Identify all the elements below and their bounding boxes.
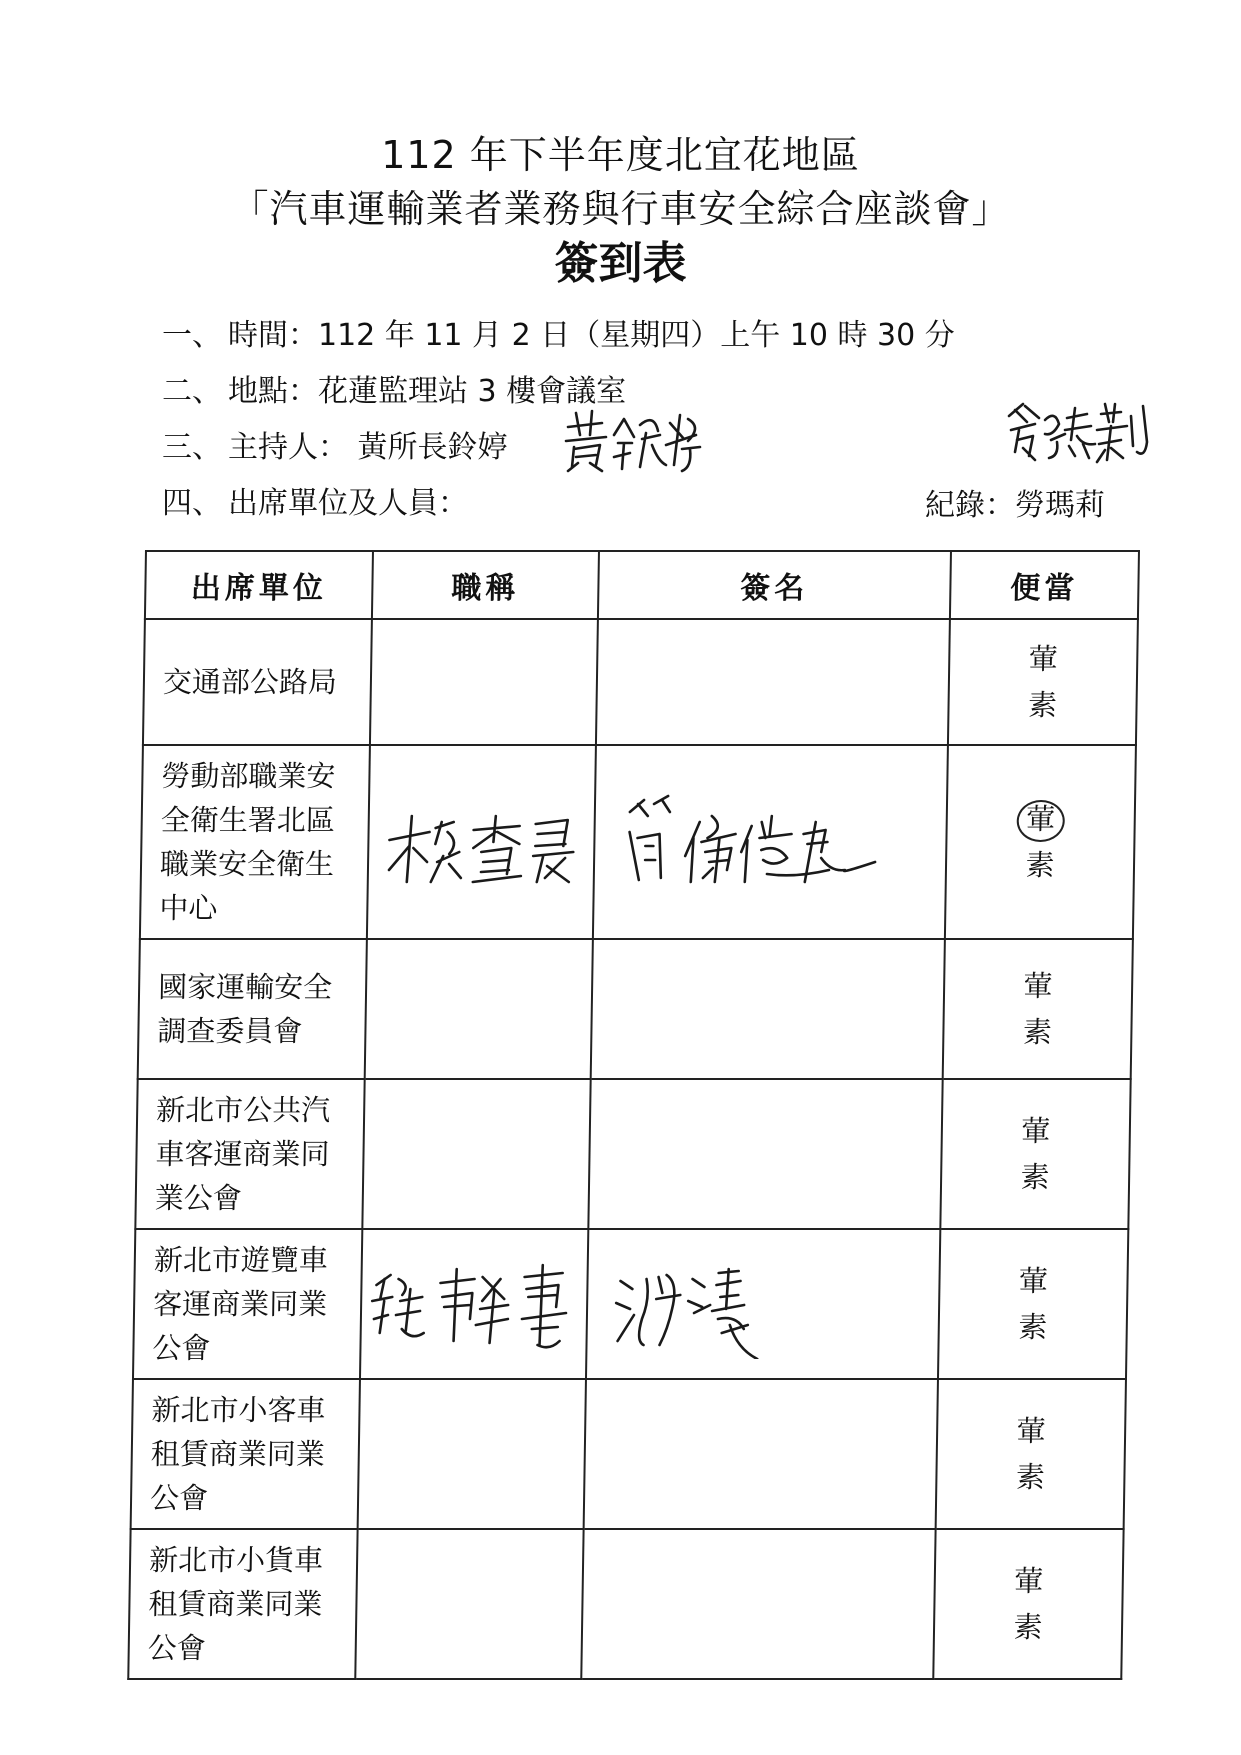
handwritten-signature	[594, 782, 936, 902]
unit-cell: 新北市遊覽車客運商業同業公會	[133, 1229, 362, 1379]
meal-veg-option[interactable]: 素	[1025, 848, 1055, 882]
info-location	[162, 372, 626, 412]
meal-meat-label: 葷	[1025, 802, 1056, 836]
signature-cell[interactable]	[584, 1379, 938, 1529]
job-title-cell[interactable]	[355, 1529, 583, 1679]
meal-meat-option[interactable]: 葷	[1028, 642, 1059, 676]
table-row	[140, 745, 1136, 939]
info-time	[162, 316, 955, 356]
unit-cell: 交通部公路局	[143, 619, 372, 745]
signature-cell[interactable]	[593, 745, 948, 939]
unit-cell: 新北市公共汽車客運商業同業公會	[135, 1079, 364, 1229]
table-row	[133, 1229, 1128, 1379]
meal-cell[interactable]	[933, 1529, 1123, 1679]
job-title-cell[interactable]	[367, 745, 596, 939]
meal-cell[interactable]	[936, 1379, 1126, 1529]
unit-cell: 國家運輸安全調查委員會	[138, 939, 367, 1079]
handwritten-job-title	[361, 1249, 583, 1359]
table-header-row	[145, 551, 1139, 619]
signature-cell[interactable]	[591, 939, 945, 1079]
meal-meat-option[interactable]	[947, 796, 1134, 842]
meal-veg-option[interactable]: 素	[1020, 1160, 1050, 1194]
unit-cell: 勞動部職業安全衛生署北區職業安全衛生中心	[140, 745, 370, 939]
meal-meat-option[interactable]: 葷	[1018, 1264, 1049, 1298]
unit-cell: 新北市小客車租賃商業同業公會	[131, 1379, 360, 1529]
meal-veg-option[interactable]: 素	[1022, 1015, 1053, 1049]
meal-cell[interactable]	[940, 1079, 1130, 1229]
header-unit: 出席單位	[145, 551, 373, 619]
info-text: 地點：花蓮監理站 3 樓會議室	[228, 374, 627, 409]
meal-cell[interactable]	[938, 1229, 1128, 1379]
table-row	[138, 939, 1133, 1079]
meal-veg-option[interactable]: 素	[1017, 1310, 1048, 1344]
handwritten-job-title	[368, 782, 590, 902]
meal-meat-option[interactable]: 葷	[1021, 1114, 1051, 1148]
signature-cell[interactable]	[596, 619, 950, 745]
meal-meat-option[interactable]: 葷	[1023, 969, 1053, 1003]
meal-veg-option[interactable]: 素	[1013, 1610, 1043, 1644]
meal-veg-option[interactable]: 素	[1015, 1460, 1046, 1494]
info-number: 一、	[162, 318, 222, 353]
job-title-cell[interactable]	[362, 1079, 590, 1229]
sign-in-table	[127, 550, 1140, 1680]
signature-cell[interactable]	[588, 1079, 942, 1229]
header-title: 職稱	[372, 551, 599, 619]
signature-cell[interactable]	[581, 1529, 935, 1679]
table-row	[131, 1379, 1126, 1529]
title-line-1: 112 年下半年度北宜花地區	[381, 133, 860, 177]
title-main: 簽到表	[554, 238, 687, 289]
meal-meat-option[interactable]: 葷	[1013, 1564, 1044, 1598]
signature-cell[interactable]	[586, 1229, 940, 1379]
info-number: 二、	[162, 374, 222, 409]
job-title-cell[interactable]	[360, 1229, 588, 1379]
handwritten-signature	[587, 1249, 929, 1359]
info-host	[162, 428, 508, 468]
meal-veg-option[interactable]: 素	[1027, 688, 1058, 722]
meal-cell[interactable]	[945, 745, 1136, 939]
info-attendees	[162, 484, 468, 524]
meal-cell[interactable]	[948, 619, 1138, 745]
job-title-cell[interactable]	[358, 1379, 586, 1529]
recorder-signature	[1005, 400, 1165, 464]
table-row	[143, 619, 1138, 745]
job-title-cell[interactable]	[370, 619, 598, 745]
info-number: 三、	[162, 430, 222, 465]
title-block	[0, 128, 1241, 292]
meal-meat-option[interactable]: 葷	[1016, 1414, 1046, 1448]
job-title-cell[interactable]	[365, 939, 593, 1079]
host-signature	[562, 405, 702, 475]
recorder-label: 紀錄：勞瑪莉	[925, 488, 1105, 523]
unit-cell: 新北市小貨車租賃商業同業公會	[128, 1529, 357, 1679]
info-number: 四、	[162, 486, 222, 521]
info-text: 主持人： 黃所長鈴婷	[228, 430, 508, 465]
meal-cell[interactable]	[943, 939, 1133, 1079]
info-text: 時間：112 年 11 月 2 日（星期四）上午 10 時 30 分	[228, 318, 955, 353]
header-meal: 便當	[950, 551, 1139, 619]
info-text: 出席單位及人員：	[228, 486, 468, 521]
table-row	[128, 1529, 1123, 1679]
table-row	[135, 1079, 1130, 1229]
title-line-2: 「汽車運輸業者業務與行車安全綜合座談會」	[230, 187, 1011, 231]
header-signature: 簽名	[598, 551, 951, 619]
selected-circle-mark	[1016, 800, 1065, 842]
